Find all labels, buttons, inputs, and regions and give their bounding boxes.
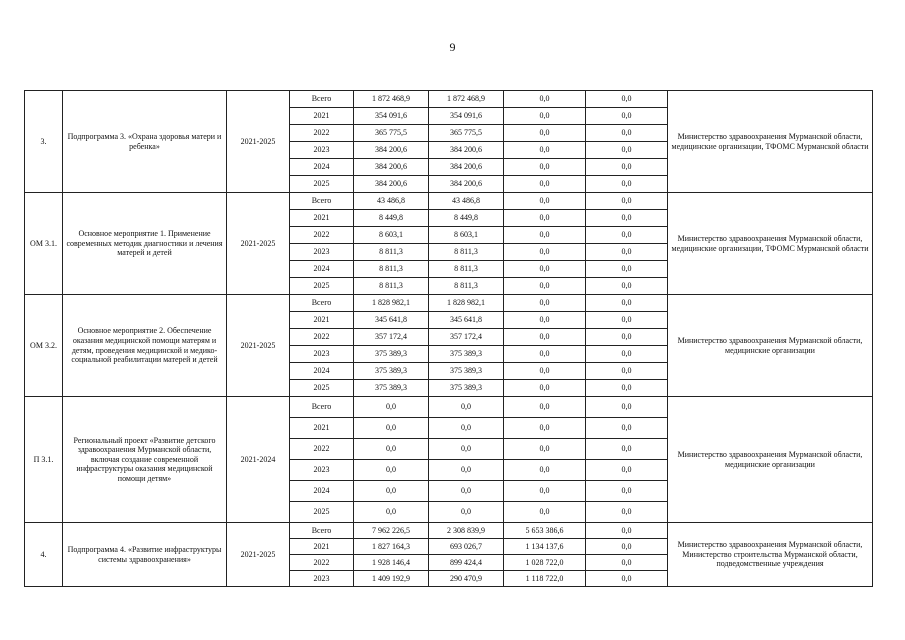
other-sources-cell: 0,0	[586, 418, 668, 439]
total-amount-cell: 43 486,8	[354, 193, 429, 210]
federal-budget-cell: 0,0	[504, 295, 586, 312]
table-row	[25, 295, 873, 312]
federal-budget-cell: 0,0	[504, 210, 586, 227]
regional-budget-cell: 8 811,3	[429, 244, 504, 261]
total-amount-cell: 354 091,6	[354, 108, 429, 125]
total-amount-cell: 384 200,6	[354, 176, 429, 193]
implementation-period: 2021-2025	[227, 91, 290, 193]
regional-budget-cell: 899 424,4	[429, 555, 504, 571]
regional-budget-cell: 8 449,8	[429, 210, 504, 227]
regional-budget-cell: 384 200,6	[429, 176, 504, 193]
year-cell: 2021	[290, 539, 354, 555]
federal-budget-cell: 0,0	[504, 227, 586, 244]
total-amount-cell: 8 811,3	[354, 261, 429, 278]
other-sources-cell: 0,0	[586, 555, 668, 571]
total-amount-cell: 384 200,6	[354, 159, 429, 176]
table-row	[25, 91, 873, 108]
table-row	[25, 523, 873, 539]
executors-cell: Министерство здравоохранения Мурманской области, медицинские организации, ТФОМС Мурманской области	[668, 91, 873, 193]
other-sources-cell: 0,0	[586, 460, 668, 481]
federal-budget-cell: 0,0	[504, 108, 586, 125]
other-sources-cell: 0,0	[586, 502, 668, 523]
year-cell: 2025	[290, 502, 354, 523]
section-code: 4.	[25, 523, 63, 587]
other-sources-cell: 0,0	[586, 125, 668, 142]
other-sources-cell: 0,0	[586, 108, 668, 125]
total-amount-cell: 375 389,3	[354, 363, 429, 380]
federal-budget-cell: 0,0	[504, 418, 586, 439]
year-cell: 2024	[290, 481, 354, 502]
regional-budget-cell: 1 828 982,1	[429, 295, 504, 312]
funding-table	[24, 90, 873, 587]
implementation-period: 2021-2025	[227, 193, 290, 295]
other-sources-cell: 0,0	[586, 481, 668, 502]
federal-budget-cell: 0,0	[504, 278, 586, 295]
table-row	[25, 193, 873, 210]
federal-budget-cell: 0,0	[504, 380, 586, 397]
regional-budget-cell: 2 308 839,9	[429, 523, 504, 539]
total-amount-cell: 375 389,3	[354, 346, 429, 363]
regional-budget-cell: 357 172,4	[429, 329, 504, 346]
year-cell: 2021	[290, 418, 354, 439]
regional-budget-cell: 43 486,8	[429, 193, 504, 210]
regional-budget-cell: 693 026,7	[429, 539, 504, 555]
year-cell: 2024	[290, 159, 354, 176]
other-sources-cell: 0,0	[586, 244, 668, 261]
regional-budget-cell: 1 872 468,9	[429, 91, 504, 108]
year-cell: 2024	[290, 363, 354, 380]
other-sources-cell: 0,0	[586, 142, 668, 159]
year-cell: 2022	[290, 555, 354, 571]
total-amount-cell: 384 200,6	[354, 142, 429, 159]
year-cell: 2021	[290, 312, 354, 329]
federal-budget-cell: 0,0	[504, 261, 586, 278]
other-sources-cell: 0,0	[586, 278, 668, 295]
federal-budget-cell: 1 134 137,6	[504, 539, 586, 555]
regional-budget-cell: 384 200,6	[429, 159, 504, 176]
total-amount-cell: 0,0	[354, 502, 429, 523]
federal-budget-cell: 0,0	[504, 481, 586, 502]
federal-budget-cell: 0,0	[504, 125, 586, 142]
regional-budget-cell: 0,0	[429, 418, 504, 439]
section-description: Региональный проект «Развитие детского здравоохранения Мурманской области, включая создание современной инфраструктуры оказания медицинской помощи детям»	[63, 397, 227, 523]
implementation-period: 2021-2025	[227, 523, 290, 587]
regional-budget-cell: 345 641,8	[429, 312, 504, 329]
total-amount-cell: 7 962 226,5	[354, 523, 429, 539]
regional-budget-cell: 0,0	[429, 397, 504, 418]
federal-budget-cell: 0,0	[504, 159, 586, 176]
regional-budget-cell: 375 389,3	[429, 363, 504, 380]
other-sources-cell: 0,0	[586, 539, 668, 555]
federal-budget-cell: 1 028 722,0	[504, 555, 586, 571]
other-sources-cell: 0,0	[586, 210, 668, 227]
total-amount-cell: 345 641,8	[354, 312, 429, 329]
total-amount-cell: 8 603,1	[354, 227, 429, 244]
federal-budget-cell: 0,0	[504, 460, 586, 481]
regional-budget-cell: 8 811,3	[429, 278, 504, 295]
regional-budget-cell: 365 775,5	[429, 125, 504, 142]
total-amount-cell: 1 409 192,9	[354, 571, 429, 587]
federal-budget-cell: 0,0	[504, 502, 586, 523]
implementation-period: 2021-2025	[227, 295, 290, 397]
regional-budget-cell: 0,0	[429, 481, 504, 502]
year-cell: Всего	[290, 193, 354, 210]
executors-cell: Министерство здравоохранения Мурманской области, медицинские организации, ТФОМС Мурманской области	[668, 193, 873, 295]
total-amount-cell: 375 389,3	[354, 380, 429, 397]
other-sources-cell: 0,0	[586, 312, 668, 329]
section-code: ОМ 3.2.	[25, 295, 63, 397]
year-cell: Всего	[290, 523, 354, 539]
year-cell: 2022	[290, 227, 354, 244]
section-description: Основное мероприятие 1. Применение современных методик диагностики и лечения матерей и детей	[63, 193, 227, 295]
other-sources-cell: 0,0	[586, 439, 668, 460]
year-cell: Всего	[290, 397, 354, 418]
total-amount-cell: 357 172,4	[354, 329, 429, 346]
table-row	[25, 397, 873, 418]
regional-budget-cell: 8 603,1	[429, 227, 504, 244]
year-cell: 2023	[290, 244, 354, 261]
year-cell: 2023	[290, 346, 354, 363]
section-code: ОМ 3.1.	[25, 193, 63, 295]
other-sources-cell: 0,0	[586, 363, 668, 380]
other-sources-cell: 0,0	[586, 159, 668, 176]
federal-budget-cell: 0,0	[504, 439, 586, 460]
federal-budget-cell: 0,0	[504, 91, 586, 108]
total-amount-cell: 0,0	[354, 418, 429, 439]
total-amount-cell: 0,0	[354, 397, 429, 418]
regional-budget-cell: 0,0	[429, 439, 504, 460]
year-cell: 2025	[290, 176, 354, 193]
regional-budget-cell: 375 389,3	[429, 380, 504, 397]
table-body	[25, 91, 873, 587]
federal-budget-cell: 0,0	[504, 329, 586, 346]
other-sources-cell: 0,0	[586, 397, 668, 418]
section-description: Подпрограмма 3. «Охрана здоровья матери и ребенка»	[63, 91, 227, 193]
federal-budget-cell: 0,0	[504, 312, 586, 329]
other-sources-cell: 0,0	[586, 227, 668, 244]
section-code: П 3.1.	[25, 397, 63, 523]
executors-cell: Министерство здравоохранения Мурманской области, медицинские организации	[668, 397, 873, 523]
implementation-period: 2021-2024	[227, 397, 290, 523]
regional-budget-cell: 0,0	[429, 460, 504, 481]
regional-budget-cell: 384 200,6	[429, 142, 504, 159]
other-sources-cell: 0,0	[586, 380, 668, 397]
year-cell: 2025	[290, 278, 354, 295]
other-sources-cell: 0,0	[586, 523, 668, 539]
total-amount-cell: 8 811,3	[354, 244, 429, 261]
other-sources-cell: 0,0	[586, 176, 668, 193]
other-sources-cell: 0,0	[586, 295, 668, 312]
executors-cell: Министерство здравоохранения Мурманской области, Министерство строительства Мурманской области, подведомственные учреждения	[668, 523, 873, 587]
total-amount-cell: 1 872 468,9	[354, 91, 429, 108]
federal-budget-cell: 0,0	[504, 244, 586, 261]
total-amount-cell: 8 811,3	[354, 278, 429, 295]
total-amount-cell: 0,0	[354, 481, 429, 502]
year-cell: 2023	[290, 142, 354, 159]
other-sources-cell: 0,0	[586, 346, 668, 363]
regional-budget-cell: 354 091,6	[429, 108, 504, 125]
total-amount-cell: 1 828 982,1	[354, 295, 429, 312]
total-amount-cell: 1 827 164,3	[354, 539, 429, 555]
year-cell: Всего	[290, 295, 354, 312]
section-description: Подпрограмма 4. «Развитие инфраструктуры системы здравоохранения»	[63, 523, 227, 587]
regional-budget-cell: 8 811,3	[429, 261, 504, 278]
federal-budget-cell: 5 653 386,6	[504, 523, 586, 539]
federal-budget-cell: 0,0	[504, 176, 586, 193]
executors-cell: Министерство здравоохранения Мурманской области, медицинские организации	[668, 295, 873, 397]
other-sources-cell: 0,0	[586, 329, 668, 346]
total-amount-cell: 0,0	[354, 439, 429, 460]
year-cell: 2023	[290, 571, 354, 587]
regional-budget-cell: 375 389,3	[429, 346, 504, 363]
total-amount-cell: 0,0	[354, 460, 429, 481]
federal-budget-cell: 0,0	[504, 397, 586, 418]
federal-budget-cell: 0,0	[504, 193, 586, 210]
federal-budget-cell: 1 118 722,0	[504, 571, 586, 587]
year-cell: 2023	[290, 460, 354, 481]
year-cell: 2022	[290, 439, 354, 460]
federal-budget-cell: 0,0	[504, 363, 586, 380]
other-sources-cell: 0,0	[586, 91, 668, 108]
year-cell: 2022	[290, 125, 354, 142]
year-cell: 2021	[290, 210, 354, 227]
year-cell: 2021	[290, 108, 354, 125]
section-code: 3.	[25, 91, 63, 193]
total-amount-cell: 8 449,8	[354, 210, 429, 227]
federal-budget-cell: 0,0	[504, 142, 586, 159]
year-cell: Всего	[290, 91, 354, 108]
other-sources-cell: 0,0	[586, 193, 668, 210]
total-amount-cell: 1 928 146,4	[354, 555, 429, 571]
year-cell: 2024	[290, 261, 354, 278]
federal-budget-cell: 0,0	[504, 346, 586, 363]
year-cell: 2022	[290, 329, 354, 346]
section-description: Основное мероприятие 2. Обеспечение оказания медицинской помощи матерям и детям, проведения медицинской и медико-социальной реабилитации матерей и детей	[63, 295, 227, 397]
regional-budget-cell: 0,0	[429, 502, 504, 523]
other-sources-cell: 0,0	[586, 571, 668, 587]
page-number: 9	[449, 40, 456, 54]
other-sources-cell: 0,0	[586, 261, 668, 278]
regional-budget-cell: 290 470,9	[429, 571, 504, 587]
total-amount-cell: 365 775,5	[354, 125, 429, 142]
year-cell: 2025	[290, 380, 354, 397]
